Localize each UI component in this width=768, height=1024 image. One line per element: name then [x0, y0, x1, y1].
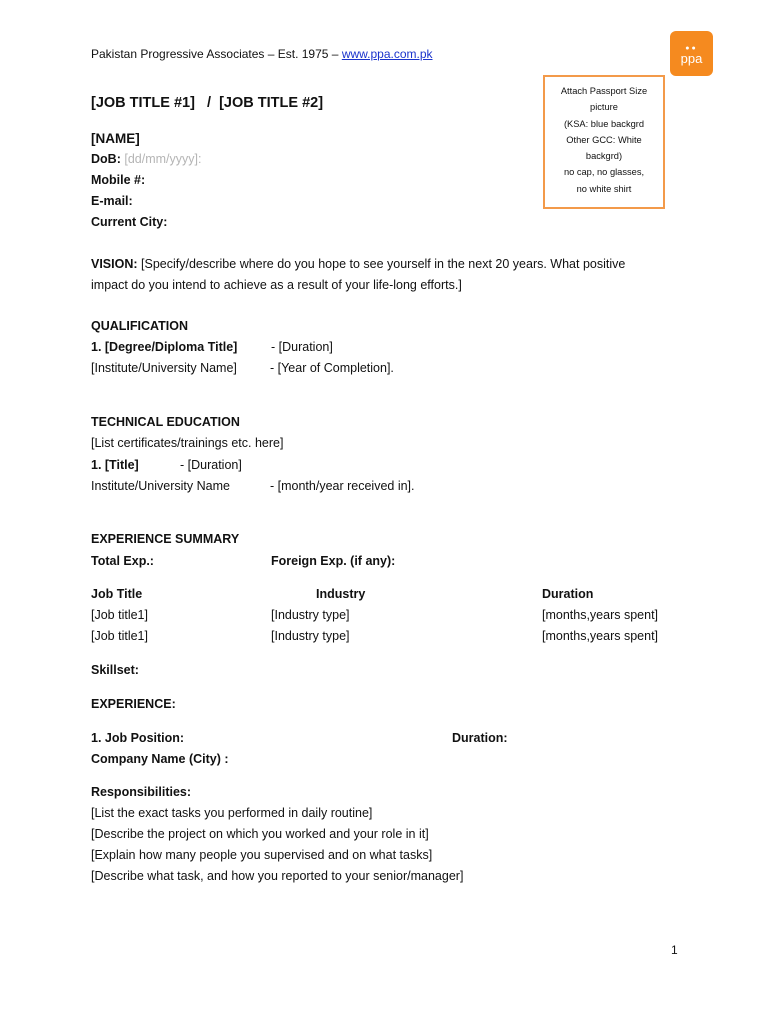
technical-received: - [month/year received in]. — [270, 479, 415, 493]
logo-dots-icon: ●● — [685, 45, 698, 52]
vision-line-2: impact do you intend to achieve as a result of your life-long efforts.] — [91, 278, 462, 292]
col-duration: Duration — [542, 587, 594, 601]
responsibilities-heading: Responsibilities: — [91, 785, 192, 799]
table-cell: [Job title1] — [91, 629, 148, 643]
technical-institute: Institute/University Name — [91, 479, 230, 493]
table-cell: [Industry type] — [271, 608, 350, 622]
table-cell: [Job title1] — [91, 608, 148, 622]
qualification-heading: QUALIFICATION — [91, 319, 188, 333]
experience-heading: EXPERIENCE: — [91, 697, 176, 711]
company-name-label: Company Name (City) : — [91, 752, 229, 766]
responsibility-item: [Explain how many people you supervised and on what tasks] — [91, 848, 433, 862]
qualification-year: - [Year of Completion]. — [270, 361, 394, 375]
table-cell: [months,years spent] — [542, 608, 659, 622]
job-title-heading: [JOB TITLE #1] / [JOB TITLE #2] — [91, 95, 324, 111]
passport-photo-box — [543, 75, 665, 209]
header-website-link[interactable]: www.ppa.com.pk — [341, 47, 433, 61]
technical-duration: - [Duration] — [180, 458, 242, 472]
header-line — [91, 47, 433, 61]
header-company-text: Pakistan Progressive Associates – Est. 1975 – — [91, 47, 339, 61]
responsibility-item: [Describe what task, and how you reported to your senior/manager] — [91, 869, 464, 883]
degree-title: 1. [Degree/Diploma Title] — [91, 340, 238, 354]
mobile-field: Mobile #: — [91, 173, 146, 187]
job-duration-label: Duration: — [452, 731, 508, 745]
email-field: E-mail: — [91, 194, 133, 208]
table-cell: [Industry type] — [271, 629, 350, 643]
city-field: Current City: — [91, 215, 168, 229]
vision-label: VISION: — [91, 257, 138, 271]
dob-label: DoB: — [91, 152, 121, 166]
col-job-title: Job Title — [91, 587, 143, 601]
vision-text-1: [Specify/describe where do you hope to see yourself in the next 20 years. What positive — [141, 257, 626, 271]
col-industry: Industry — [316, 587, 366, 601]
ppa-logo — [670, 31, 713, 76]
photo-box-line: picture — [590, 102, 618, 113]
technical-heading: TECHNICAL EDUCATION — [91, 415, 240, 429]
photo-box-line: (KSA: blue backgrd — [563, 118, 645, 129]
photo-box-line: no cap, no glasses, — [563, 167, 645, 178]
name-field: [NAME] — [91, 131, 140, 146]
dob-field — [91, 152, 201, 166]
technical-note: [List certificates/trainings etc. here] — [91, 436, 284, 450]
experience-summary-heading: EXPERIENCE SUMMARY — [91, 532, 240, 546]
photo-box-line: Attach Passport Size — [560, 86, 648, 96]
photo-box-line: no white shirt — [576, 183, 632, 194]
responsibility-item: [Describe the project on which you worked and your role in it] — [91, 827, 429, 841]
responsibility-item: [List the exact tasks you performed in daily routine] — [91, 806, 373, 820]
photo-box-line: Other GCC: White — [566, 134, 642, 145]
qualification-institute: [Institute/University Name] — [91, 361, 237, 375]
degree-duration: - [Duration] — [271, 340, 333, 354]
total-exp-label: Total Exp.: — [91, 554, 154, 568]
logo-text: ppa — [680, 51, 703, 66]
skillset-label: Skillset: — [91, 663, 139, 677]
page-number: 1 — [671, 943, 678, 957]
table-cell: [months,years spent] — [542, 629, 659, 643]
dob-placeholder: [dd/mm/yyyy]: — [124, 152, 202, 166]
technical-title: 1. [Title] — [91, 458, 139, 472]
vision-line-1 — [91, 257, 625, 271]
foreign-exp-label: Foreign Exp. (if any): — [271, 554, 396, 568]
photo-box-line: backgrd) — [585, 151, 623, 162]
job-position-label: 1. Job Position: — [91, 731, 185, 745]
